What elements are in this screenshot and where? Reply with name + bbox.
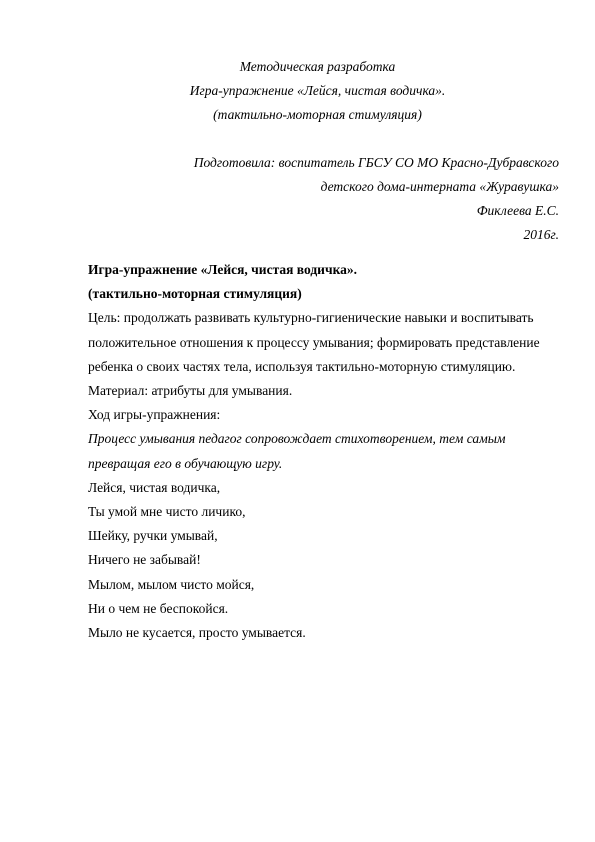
author-name: Фиклеева Е.С. [476, 203, 559, 218]
document-body [88, 258, 568, 645]
header-title: Методическая разработка [239, 59, 396, 74]
poem-line-1: Лейся, чистая водичка, [88, 479, 221, 495]
goal-line-1: Цель: продолжать развивать культурно-гигиенические навыки и воспитывать [88, 310, 534, 326]
procedure-line-2: превращая его в обучающую игру. [88, 455, 283, 471]
content-heading: Игра-упражнение «Лейся, чистая водичка». [88, 262, 358, 277]
header-subtitle: Игра-упражнение «Лейся, чистая водичка». [189, 83, 446, 98]
poem-line-6: Ни о чем не беспокойся. [88, 600, 229, 616]
header-title-block [70, 55, 565, 127]
document-year: 2016г. [523, 227, 559, 242]
poem-line-4: Ничего не забывай! [88, 552, 201, 568]
goal-line-3: ребенка о своих частях тела, используя тактильно-моторную стимуляцию. [88, 358, 516, 374]
header-author-block [70, 151, 565, 247]
poem-line-5: Мылом, мылом чисто мойся, [88, 576, 255, 592]
procedure-line-1: Процесс умывания педагог сопровождает стихотворением, тем самым [88, 431, 506, 447]
material-line: Материал: атрибуты для умывания. [88, 383, 293, 399]
poem-line-7: Мыло не кусается, просто умывается. [88, 625, 306, 641]
author-line-2: детского дома-интерната «Журавушка» [320, 179, 559, 194]
poem-line-3: Шейку, ручки умывай, [88, 528, 218, 544]
document-header [70, 55, 565, 247]
poem-line-2: Ты умой мне чисто личико, [88, 504, 246, 520]
author-line-1: Подготовила: воспитатель ГБСУ СО МО Красно-Дубравского [193, 155, 559, 170]
goal-line-2: положительное отношения к процессу умывания; формировать представление [88, 334, 540, 350]
content-subheading: (тактильно-моторная стимуляция) [88, 286, 302, 302]
procedure-label: Ход игры-упражнения: [88, 407, 221, 423]
header-subtitle-2: (тактильно-моторная стимуляция) [213, 107, 422, 122]
